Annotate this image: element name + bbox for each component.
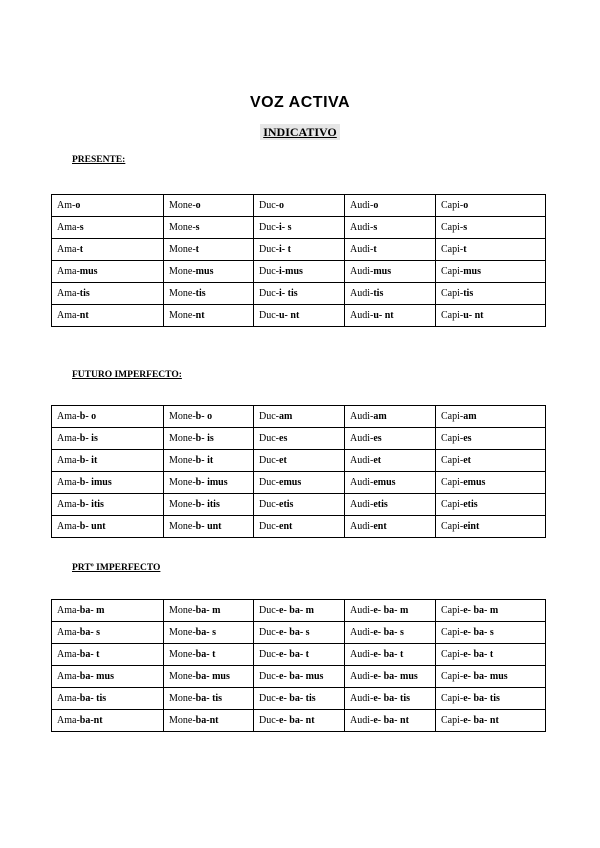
table-cell <box>345 516 436 538</box>
subtitle-wrap <box>0 123 600 141</box>
verb-ending: emus <box>373 477 396 488</box>
verb-ending: e- ba- s <box>279 627 310 638</box>
verb-stem: Mone- <box>169 693 196 704</box>
table-cell <box>52 283 164 305</box>
table-cell <box>164 710 254 732</box>
table-cell <box>436 450 546 472</box>
verb-ending: b- it <box>195 455 214 466</box>
verb-stem: Mone- <box>169 455 196 466</box>
table-cell <box>164 261 254 283</box>
verb-ending: e- ba- s <box>373 627 404 638</box>
verb-stem: Mone- <box>169 244 196 255</box>
table-cell <box>254 710 345 732</box>
verb-stem: Capi- <box>441 433 464 444</box>
verb-ending: b- unt <box>195 521 222 532</box>
verb-ending: tis <box>79 288 90 299</box>
verb-stem: Audi- <box>350 627 374 638</box>
table-cell <box>164 305 254 327</box>
verb-stem: Duc- <box>259 200 279 211</box>
verb-stem: Ama- <box>57 671 80 682</box>
table-cell <box>436 600 546 622</box>
verb-stem: Audi- <box>350 244 374 255</box>
verb-stem: Audi- <box>350 605 374 616</box>
verb-ending: e- ba- nt <box>463 715 499 726</box>
verb-stem: Duc- <box>259 244 279 255</box>
verb-ending: emus <box>463 477 486 488</box>
verb-stem: Duc- <box>259 288 279 299</box>
verb-ending: etis <box>279 499 294 510</box>
verb-stem: Ama- <box>57 244 80 255</box>
table-cell <box>254 622 345 644</box>
verb-ending: b- itis <box>79 499 104 510</box>
verb-stem: Capi- <box>441 244 464 255</box>
verb-stem: Ama- <box>57 605 80 616</box>
verb-stem: Ama- <box>57 411 80 422</box>
table-cell <box>436 472 546 494</box>
verb-stem: Duc- <box>259 266 279 277</box>
verb-stem: Ama- <box>57 433 80 444</box>
verb-stem: Audi- <box>350 288 374 299</box>
table-cell <box>254 261 345 283</box>
verb-ending: ba- s <box>195 627 216 638</box>
verb-stem: Mone- <box>169 499 196 510</box>
table-cell <box>52 516 164 538</box>
verb-ending: ba- tis <box>79 693 107 704</box>
table-cell <box>254 494 345 516</box>
verb-stem: Capi- <box>441 715 464 726</box>
verb-ending: e- ba- t <box>463 649 494 660</box>
verb-ending: e- ba- mus <box>279 671 324 682</box>
verb-ending: o <box>279 200 284 211</box>
verb-ending: mus <box>463 266 482 277</box>
table-cell <box>52 666 164 688</box>
table-cell <box>52 472 164 494</box>
table-cell <box>164 195 254 217</box>
verb-ending: e- ba- t <box>373 649 404 660</box>
verb-ending: etis <box>373 499 388 510</box>
table-row <box>52 450 546 472</box>
table-cell <box>254 516 345 538</box>
verb-stem: Mone- <box>169 521 196 532</box>
verb-ending: tis <box>195 288 206 299</box>
verb-stem: Mone- <box>169 433 196 444</box>
verb-ending: s <box>463 222 468 233</box>
verb-stem: Ama- <box>57 288 80 299</box>
verb-stem: Duc- <box>259 310 279 321</box>
table-cell <box>345 622 436 644</box>
table-cell <box>52 710 164 732</box>
conjugation-table-presente <box>51 194 546 327</box>
table-cell <box>52 494 164 516</box>
verb-ending: mus <box>373 266 392 277</box>
verb-ending: u- nt <box>279 310 300 321</box>
verb-stem: Capi- <box>441 521 464 532</box>
verb-ending: e- ba- nt <box>279 715 315 726</box>
verb-ending: s <box>195 222 200 233</box>
verb-ending: et <box>463 455 471 466</box>
verb-ending: ba- s <box>79 627 101 638</box>
table-cell <box>345 261 436 283</box>
table-cell <box>345 428 436 450</box>
verb-ending: es <box>373 433 382 444</box>
verb-stem: Duc- <box>259 693 279 704</box>
table-row <box>52 472 546 494</box>
verb-ending: ent <box>373 521 387 532</box>
verb-ending: e- ba- nt <box>373 715 409 726</box>
table-cell <box>164 428 254 450</box>
verb-ending: s <box>373 222 378 233</box>
verb-ending: tis <box>463 288 474 299</box>
verb-stem: Duc- <box>259 455 279 466</box>
verb-stem: Duc- <box>259 627 279 638</box>
verb-stem: Duc- <box>259 433 279 444</box>
verb-stem: Ama- <box>57 455 80 466</box>
verb-stem: Audi- <box>350 200 374 211</box>
verb-ending: b- is <box>79 433 98 444</box>
verb-stem: Ama- <box>57 310 80 321</box>
table-cell <box>436 516 546 538</box>
verb-ending: e- ba- tis <box>463 693 500 704</box>
table-cell <box>254 450 345 472</box>
verb-stem: Mone- <box>169 715 196 726</box>
table-cell <box>164 666 254 688</box>
table-cell <box>436 406 546 428</box>
verb-stem: Capi- <box>441 455 464 466</box>
table-cell <box>345 239 436 261</box>
section-title-preterito-imperfecto: PRTº IMPERFECTO <box>72 563 161 573</box>
verb-ending: o <box>195 200 201 211</box>
verb-stem: Mone- <box>169 411 196 422</box>
table-cell <box>436 283 546 305</box>
verb-ending: o <box>373 200 379 211</box>
verb-stem: Duc- <box>259 477 279 488</box>
table-cell <box>254 195 345 217</box>
verb-ending: e- ba- m <box>373 605 409 616</box>
table-cell <box>52 450 164 472</box>
table-cell <box>436 261 546 283</box>
verb-ending: e- ba- mus <box>373 671 418 682</box>
verb-ending: t <box>195 244 200 255</box>
verb-stem: Mone- <box>169 477 196 488</box>
table-cell <box>436 217 546 239</box>
verb-ending: ba- m <box>195 605 221 616</box>
verb-stem: Capi- <box>441 627 464 638</box>
table-cell <box>345 494 436 516</box>
verb-stem: Audi- <box>350 671 374 682</box>
table-cell <box>345 406 436 428</box>
table-cell <box>164 450 254 472</box>
table-row <box>52 305 546 327</box>
verb-stem: Duc- <box>259 715 279 726</box>
table-cell <box>436 428 546 450</box>
table-cell <box>164 688 254 710</box>
table-cell <box>436 195 546 217</box>
table-cell <box>254 666 345 688</box>
table-row <box>52 261 546 283</box>
verb-stem: Audi- <box>350 649 374 660</box>
verb-ending: nt <box>79 310 89 321</box>
verb-ending: t <box>79 244 84 255</box>
verb-ending: ba-nt <box>79 715 103 726</box>
verb-stem: Mone- <box>169 649 196 660</box>
verb-ending: eint <box>463 521 480 532</box>
verb-ending: e- ba- mus <box>463 671 508 682</box>
table-cell <box>345 644 436 666</box>
table-cell <box>52 305 164 327</box>
verb-stem: Audi- <box>350 693 374 704</box>
verb-ending: o <box>463 200 469 211</box>
table-row <box>52 688 546 710</box>
verb-ending: e- ba- m <box>279 605 314 616</box>
verb-ending: b- imus <box>195 477 228 488</box>
verb-ending: es <box>463 433 472 444</box>
verb-stem: Audi- <box>350 411 374 422</box>
table-cell <box>164 622 254 644</box>
table-row <box>52 710 546 732</box>
table-cell <box>254 217 345 239</box>
verb-stem: Capi- <box>441 266 464 277</box>
verb-stem: Audi- <box>350 499 374 510</box>
verb-stem: Duc- <box>259 649 279 660</box>
conjugation-table-preterito-imperfecto <box>51 599 546 732</box>
verb-ending: i- t <box>279 244 291 255</box>
table-cell <box>436 666 546 688</box>
table-cell <box>52 261 164 283</box>
table-cell <box>345 217 436 239</box>
table-cell <box>52 195 164 217</box>
verb-stem: Capi- <box>441 222 464 233</box>
table-cell <box>254 644 345 666</box>
table-cell <box>345 688 436 710</box>
verb-stem: Capi- <box>441 288 464 299</box>
conjugation-table-futuro-imperfecto <box>51 405 546 538</box>
verb-stem: Capi- <box>441 671 464 682</box>
table-cell <box>164 600 254 622</box>
verb-stem: Capi- <box>441 411 464 422</box>
table-row <box>52 644 546 666</box>
verb-stem: Ama- <box>57 499 80 510</box>
verb-ending: ba- mus <box>195 671 230 682</box>
verb-stem: Audi- <box>350 477 374 488</box>
verb-ending: et <box>279 455 287 466</box>
table-row <box>52 217 546 239</box>
verb-ending: i- tis <box>279 288 298 299</box>
verb-ending: i- s <box>279 222 292 233</box>
page-title: VOZ ACTIVA <box>249 94 351 111</box>
verb-ending: emus <box>279 477 302 488</box>
verb-ending: am <box>279 411 293 422</box>
verb-ending: ba- m <box>79 605 105 616</box>
table-cell <box>164 406 254 428</box>
table-cell <box>436 710 546 732</box>
verb-ending: b- imus <box>79 477 112 488</box>
verb-stem: Duc- <box>259 605 279 616</box>
verb-stem: Audi- <box>350 455 374 466</box>
verb-ending: b- itis <box>195 499 220 510</box>
verb-stem: Capi- <box>441 649 464 660</box>
verb-ending: t <box>463 244 467 255</box>
verb-ending: ba- tis <box>195 693 223 704</box>
verb-ending: nt <box>195 310 205 321</box>
verb-ending: b- o <box>195 411 213 422</box>
verb-ending: e- ba- t <box>279 649 309 660</box>
table-cell <box>436 622 546 644</box>
verb-stem: Ama- <box>57 266 80 277</box>
verb-ending: e- ba- tis <box>373 693 411 704</box>
verb-ending: etis <box>463 499 478 510</box>
verb-stem: Ama- <box>57 693 80 704</box>
verb-stem: Audi- <box>350 433 374 444</box>
table-cell <box>345 283 436 305</box>
table-cell <box>345 472 436 494</box>
verb-ending: e- ba- tis <box>279 693 316 704</box>
table-row <box>52 666 546 688</box>
verb-ending: am <box>373 411 387 422</box>
verb-ending: ba- t <box>195 649 216 660</box>
verb-ending: ba- mus <box>79 671 114 682</box>
verb-stem: Ama- <box>57 715 80 726</box>
table-cell <box>436 644 546 666</box>
verb-ending: tis <box>373 288 384 299</box>
verb-ending: b- o <box>79 411 97 422</box>
table-row <box>52 428 546 450</box>
verb-stem: Mone- <box>169 671 196 682</box>
table-cell <box>52 239 164 261</box>
table-cell <box>254 688 345 710</box>
verb-stem: Mone- <box>169 627 196 638</box>
table-cell <box>254 472 345 494</box>
verb-stem: Am- <box>57 200 76 211</box>
verb-ending: mus <box>79 266 98 277</box>
verb-stem: Duc- <box>259 521 279 532</box>
verb-stem: Capi- <box>441 499 464 510</box>
table-row <box>52 516 546 538</box>
verb-stem: Ama- <box>57 521 80 532</box>
verb-stem: Capi- <box>441 605 464 616</box>
verb-ending: b- unt <box>79 521 106 532</box>
page-subtitle: INDICATIVO <box>260 124 340 140</box>
verb-stem: Ama- <box>57 627 80 638</box>
verb-ending: o <box>75 200 81 211</box>
verb-ending: mus <box>195 266 214 277</box>
table-cell <box>345 305 436 327</box>
verb-stem: Audi- <box>350 715 374 726</box>
verb-stem: Mone- <box>169 200 196 211</box>
table-cell <box>164 472 254 494</box>
table-row <box>52 239 546 261</box>
verb-stem: Audi- <box>350 521 374 532</box>
table-cell <box>345 450 436 472</box>
verb-ending: ent <box>279 521 293 532</box>
table-cell <box>164 516 254 538</box>
verb-stem: Capi- <box>441 477 464 488</box>
table-row <box>52 622 546 644</box>
verb-stem: Duc- <box>259 499 279 510</box>
table-cell <box>52 406 164 428</box>
table-row <box>52 283 546 305</box>
verb-ending: es <box>279 433 288 444</box>
table-cell <box>254 600 345 622</box>
table-cell <box>52 428 164 450</box>
table-cell <box>52 622 164 644</box>
verb-stem: Audi- <box>350 310 374 321</box>
section-title-futuro-imperfecto: FUTURO IMPERFECTO: <box>72 370 182 380</box>
table-cell <box>164 217 254 239</box>
table-cell <box>52 644 164 666</box>
table-row <box>52 195 546 217</box>
verb-ending: b- it <box>79 455 98 466</box>
section-title-presente: PRESENTE: <box>72 155 126 165</box>
verb-stem: Duc- <box>259 222 279 233</box>
table-cell <box>164 239 254 261</box>
table-cell <box>52 688 164 710</box>
verb-ending: am <box>463 411 477 422</box>
verb-stem: Capi- <box>441 693 464 704</box>
verb-stem: Capi- <box>441 310 464 321</box>
table-cell <box>345 666 436 688</box>
verb-stem: Mone- <box>169 288 196 299</box>
verb-ending: i-mus <box>279 266 303 277</box>
table-cell <box>345 195 436 217</box>
table-cell <box>436 688 546 710</box>
table-cell <box>345 710 436 732</box>
verb-ending: b- is <box>195 433 214 444</box>
table-cell <box>52 217 164 239</box>
table-cell <box>254 283 345 305</box>
verb-stem: Mone- <box>169 310 196 321</box>
verb-ending: t <box>373 244 377 255</box>
table-cell <box>436 239 546 261</box>
verb-ending: s <box>79 222 84 233</box>
verb-stem: Capi- <box>441 200 464 211</box>
verb-stem: Mone- <box>169 222 196 233</box>
verb-ending: e- ba- s <box>463 627 494 638</box>
verb-stem: Audi- <box>350 266 374 277</box>
verb-ending: et <box>373 455 382 466</box>
table-row <box>52 494 546 516</box>
verb-ending: ba-nt <box>195 715 219 726</box>
verb-stem: Ama- <box>57 477 80 488</box>
verb-stem: Ama- <box>57 649 80 660</box>
verb-stem: Mone- <box>169 266 196 277</box>
table-cell <box>345 600 436 622</box>
table-cell <box>436 494 546 516</box>
table-row <box>52 406 546 428</box>
table-cell <box>52 600 164 622</box>
table-cell <box>164 283 254 305</box>
verb-ending: u- nt <box>373 310 394 321</box>
table-cell <box>164 494 254 516</box>
verb-stem: Audi- <box>350 222 374 233</box>
verb-stem: Mone- <box>169 605 196 616</box>
table-row <box>52 600 546 622</box>
table-cell <box>254 239 345 261</box>
verb-stem: Ama- <box>57 222 80 233</box>
table-cell <box>254 406 345 428</box>
verb-ending: u- nt <box>463 310 484 321</box>
table-cell <box>254 305 345 327</box>
verb-stem: Duc- <box>259 411 279 422</box>
table-cell <box>436 305 546 327</box>
table-cell <box>254 428 345 450</box>
table-cell <box>164 644 254 666</box>
verb-ending: ba- t <box>79 649 100 660</box>
verb-ending: e- ba- m <box>463 605 499 616</box>
verb-stem: Duc- <box>259 671 279 682</box>
